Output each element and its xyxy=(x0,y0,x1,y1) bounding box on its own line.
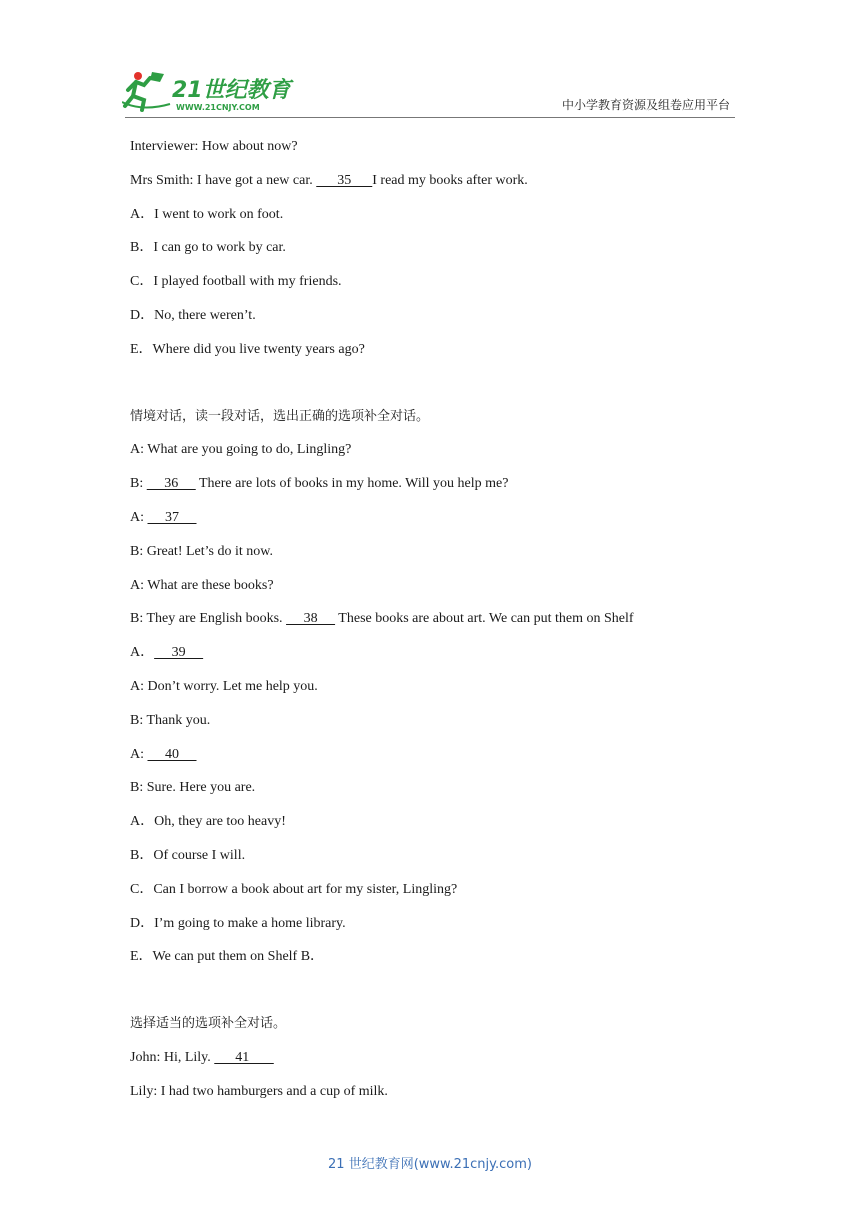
answer-blank-39: 39 xyxy=(154,645,204,661)
answer-blank-40: 40 xyxy=(147,746,197,762)
dialogue-line xyxy=(130,507,740,541)
option-e: E．Where did you live twenty years ago? xyxy=(130,341,365,357)
section-instruction: 情境对话，读一段对话，选出正确的选项补全对话。 xyxy=(130,408,430,424)
answer-blank-38: 38 xyxy=(286,611,336,627)
header-divider xyxy=(125,117,735,118)
line-text: There are lots of books in my home. Will you help me? xyxy=(195,476,509,492)
page-header xyxy=(0,0,860,120)
line-text: Mrs Smith: I have got a new car. xyxy=(130,172,317,188)
line-text: A: xyxy=(130,746,148,762)
dialogue-line: B: Sure. Here you are. xyxy=(130,780,256,796)
platform-name: 中小学教育资源及组卷应用平台 xyxy=(561,98,730,112)
dialogue-line: B: Thank you. xyxy=(130,712,211,728)
answer-blank-35: 35 xyxy=(316,172,373,188)
line-text: A． xyxy=(130,645,155,661)
logo-text: 21世纪教育 xyxy=(172,78,291,103)
dialogue-line xyxy=(130,744,740,778)
page-footer: 21 世纪教育网(www.21cnjy.com) xyxy=(328,1157,532,1172)
line-text: B: xyxy=(130,476,147,492)
line-text: A: xyxy=(130,509,148,525)
dialogue-line: A: What are you going to do, Lingling? xyxy=(130,442,352,458)
document-body xyxy=(130,136,740,1115)
dialogue-line: A: Don’t worry. Let me help you. xyxy=(130,678,318,694)
dialogue-line xyxy=(130,608,740,642)
option-b: B．Of course I will. xyxy=(130,847,246,863)
dialogue-line xyxy=(130,473,740,507)
answer-blank-41: 41 xyxy=(214,1049,274,1065)
dialogue-line xyxy=(130,1047,740,1081)
option-c: C．Can I borrow a book about art for my sister, Lingling? xyxy=(130,881,458,897)
dialogue-line: Lily: I had two hamburgers and a cup of milk. xyxy=(130,1083,388,1099)
option-a: A．Oh, they are too heavy! xyxy=(130,814,286,830)
line-text: John: Hi, Lily. xyxy=(130,1049,215,1065)
line-text: B: They are English books. xyxy=(130,611,287,627)
option-d: D．I’m going to make a home library. xyxy=(130,915,346,931)
answer-blank-37: 37 xyxy=(147,509,197,525)
line-text: I read my books after work. xyxy=(372,172,528,188)
logo-url: WWW.21CNJY.COM xyxy=(176,103,260,112)
dialogue-line: B: Great! Let’s do it now. xyxy=(130,543,273,559)
line-text: These books are about art. We can put them on Shelf xyxy=(335,611,634,627)
option-a: A．I went to work on foot. xyxy=(130,206,284,222)
dialogue-line: A: What are these books? xyxy=(130,577,274,593)
answer-blank-36: 36 xyxy=(146,476,196,492)
option-b: B．I can go to work by car. xyxy=(130,240,286,256)
logo xyxy=(122,68,297,114)
option-c: C．I played football with my friends. xyxy=(130,274,342,290)
dialogue-line xyxy=(130,170,740,204)
section-instruction: 选择适当的选项补全对话。 xyxy=(130,1016,287,1032)
option-e: E．We can put them on Shelf B． xyxy=(130,949,325,965)
dialogue-line: Interviewer: How about now? xyxy=(130,139,298,154)
dialogue-line xyxy=(130,642,740,676)
option-d: D．No, there weren’t. xyxy=(130,307,256,323)
